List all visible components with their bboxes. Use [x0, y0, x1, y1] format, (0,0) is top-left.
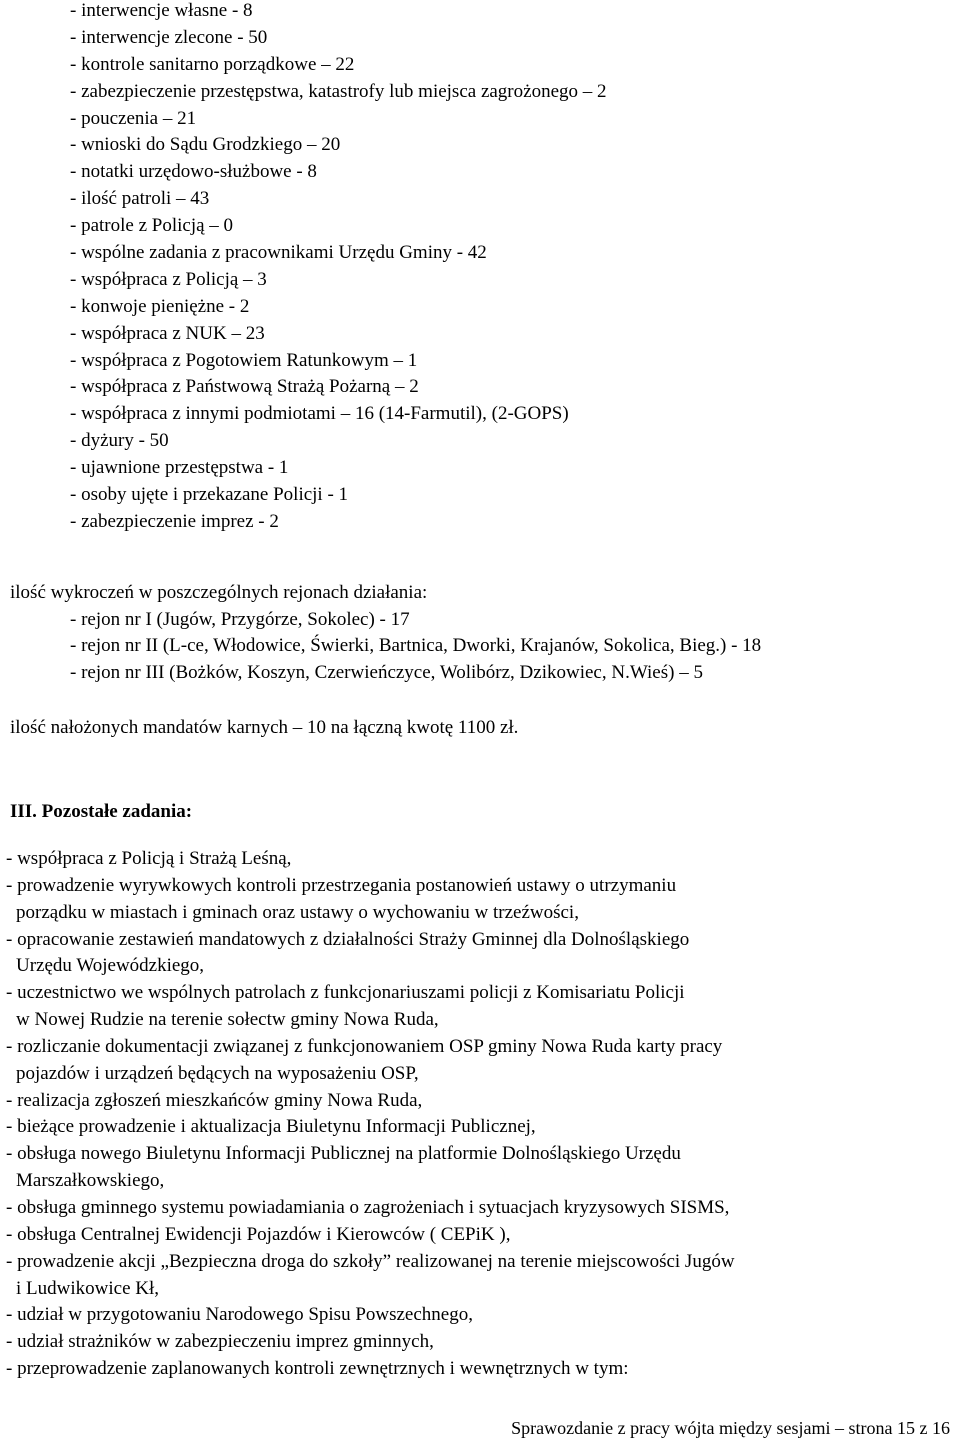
list-item: - współpraca z innymi podmiotami – 16 (14-Farmutil), (2-GOPS) — [70, 403, 569, 425]
offences-section — [10, 580, 950, 686]
list-item: - konwoje pieniężne - 2 — [70, 295, 250, 317]
list-item: - pouczenia – 21 — [70, 107, 197, 129]
task-text: - rozliczanie dokumentacji związanej z funkcjonowaniem OSP gminy Nowa Ruda karty pracy — [6, 1035, 723, 1057]
task-item — [6, 873, 926, 927]
task-text: - współpraca z Policją i Strażą Leśną, — [6, 848, 292, 869]
list-item: - współpraca z NUK – 23 — [70, 322, 265, 344]
task-item — [6, 1034, 926, 1088]
list-item: - patrole z Policją – 0 — [70, 215, 234, 237]
task-text: - prowadzenie akcji „Bezpieczna droga do szkoły” realizowanej na terenie miejscowości Jugów — [6, 1250, 735, 1272]
task-continuation: Urzędu Wojewódzkiego, — [16, 955, 205, 977]
list-item: - osoby ujęte i przekazane Policji - 1 — [70, 484, 349, 506]
task-text: - obsługa Centralnej Ewidencji Pojazdów i Kierowców ( CEPiK ), — [6, 1223, 511, 1245]
list-item: - interwencje zlecone - 50 — [70, 26, 268, 48]
task-item — [6, 1302, 926, 1329]
task-item — [6, 1329, 926, 1356]
task-text: - opracowanie zestawień mandatowych z działalności Straży Gminnej dla Dolnośląskiego — [6, 928, 690, 950]
task-item — [6, 1088, 926, 1115]
task-text: - uczestnictwo we wspólnych patrolach z funkcjonariuszami policji z Komisariatu Policji — [6, 982, 685, 1004]
list-item: - zabezpieczenie przestępstwa, katastrofy lub miejsca zagrożonego – 2 — [70, 80, 607, 102]
list-item: - interwencje własne - 8 — [70, 0, 253, 21]
task-text: - bieżące prowadzenie i aktualizacja Biuletynu Informacji Publicznej, — [6, 1116, 536, 1138]
task-text: - realizacja zgłoszeń mieszkańców gminy Nowa Ruda, — [6, 1089, 423, 1111]
list-item: - współpraca z Policją – 3 — [70, 268, 267, 290]
list-item: - kontrole sanitarno porządkowe – 22 — [70, 53, 355, 75]
tasks-list — [6, 846, 926, 1383]
task-continuation: Marszałkowskiego, — [16, 1170, 165, 1192]
mandates-summary: ilość nałożonych mandatów karnych – 10 na łączną kwotę 1100 zł. — [10, 717, 519, 738]
task-item — [6, 927, 926, 981]
task-item — [6, 1356, 926, 1383]
list-item: - współpraca z Pogotowiem Ratunkowym – 1 — [70, 349, 418, 371]
list-item: - wspólne zadania z pracownikami Urzędu Gminy - 42 — [70, 242, 487, 264]
task-item — [6, 1141, 926, 1195]
task-continuation: i Ludwikowice Kł, — [16, 1277, 160, 1299]
task-text: - przeprowadzenie zaplanowanych kontroli zewnętrznych i wewnętrznych w tym: — [6, 1358, 629, 1380]
task-item — [6, 1114, 926, 1141]
task-continuation: pojazdów i urządzeń będących na wyposażeniu OSP, — [16, 1062, 419, 1084]
list-item: - wnioski do Sądu Grodzkiego – 20 — [70, 134, 341, 156]
task-item — [6, 1195, 926, 1222]
list-item: - zabezpieczenie imprez - 2 — [70, 510, 279, 532]
task-text: - udział strażników w zabezpieczeniu imprez gminnych, — [6, 1331, 434, 1353]
statistics-list — [70, 0, 607, 536]
task-text: - obsługa gminnego systemu powiadamiania o zagrożeniach i sytuacjach kryzysowych SISMS, — [6, 1196, 730, 1218]
task-continuation: w Nowej Rudzie na terenie sołectw gminy Nowa Ruda, — [16, 1009, 439, 1031]
task-text: - prowadzenie wyrywkowych kontroli przestrzegania postanowień ustawy o utrzymaniu — [6, 874, 677, 896]
region-item: - rejon nr III (Bożków, Koszyn, Czerwieńczyce, Wolibórz, Dzikowiec, N.Wieś) – 5 — [70, 661, 703, 683]
list-item: - dyżury - 50 — [70, 430, 169, 452]
list-item: - współpraca z Państwową Strażą Pożarną – 2 — [70, 376, 419, 398]
list-item: - ujawnione przestępstwa - 1 — [70, 457, 289, 479]
region-item: - rejon nr II (L-ce, Włodowice, Świerki, Bartnica, Dworki, Krajanów, Sokolica, Bieg.) - 18 — [70, 635, 762, 656]
offences-heading: ilość wykroczeń w poszczególnych rejonach działania: — [10, 582, 428, 603]
list-item: - notatki urzędowo-służbowe - 8 — [70, 161, 317, 183]
task-continuation: porządku w miastach i gminach oraz ustawy o wychowaniu w trzeźwości, — [16, 901, 579, 923]
section-heading: III. Pozostałe zadania: — [10, 801, 193, 822]
task-item — [6, 1249, 926, 1303]
region-item: - rejon nr I (Jugów, Przygórze, Sokolec) - 17 — [70, 608, 410, 630]
task-text: - udział w przygotowaniu Narodowego Spisu Powszechnego, — [6, 1304, 473, 1326]
task-item — [6, 1222, 926, 1249]
task-item — [6, 980, 926, 1034]
task-item — [6, 846, 926, 873]
list-item: - ilość patroli – 43 — [70, 188, 210, 210]
task-text: - obsługa nowego Biuletynu Informacji Publicznej na platformie Dolnośląskiego Urzędu — [6, 1143, 681, 1165]
page-footer: Sprawozdanie z pracy wójta między sesjami – strona 15 z 16 — [511, 1418, 950, 1438]
